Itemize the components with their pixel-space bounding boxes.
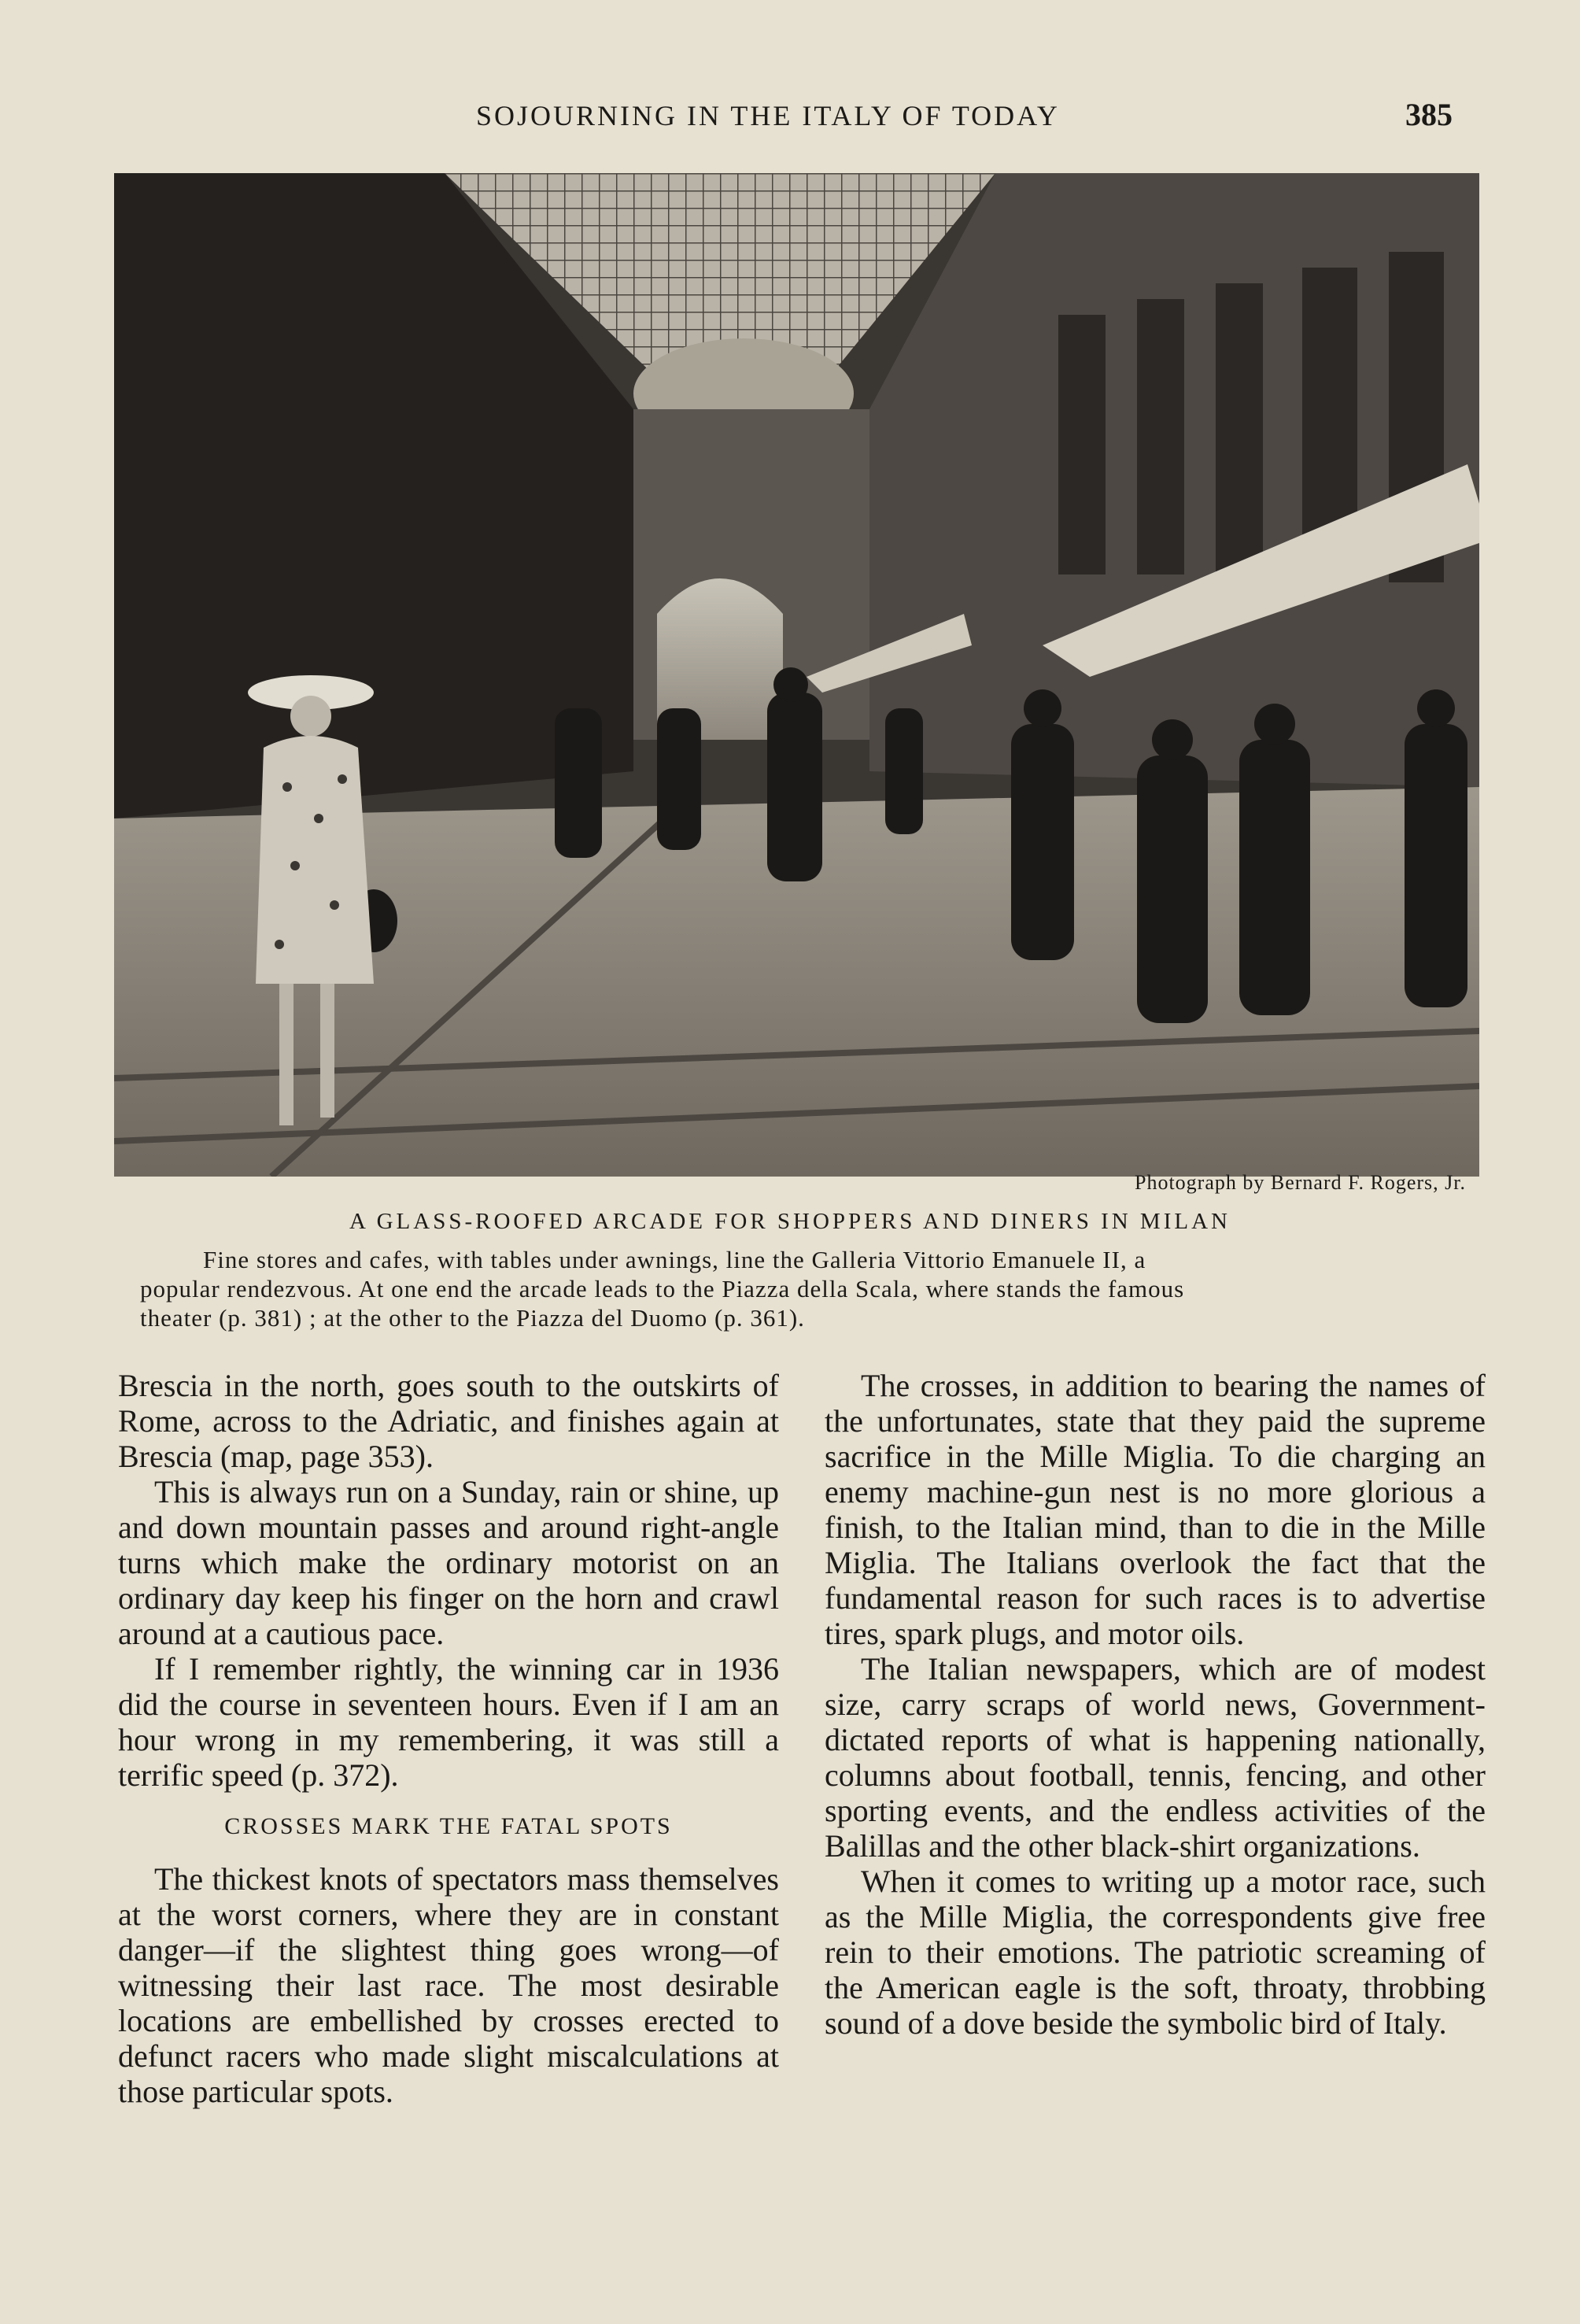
- body-paragraph: Brescia in the north, goes south to the outskirts of Rome, across to the Adriatic, and finishes again at Brescia (map, page 353).: [118, 1368, 779, 1474]
- arcade-photograph: [114, 173, 1479, 1177]
- caption-body: [140, 1245, 1470, 1332]
- body-paragraph: This is always run on a Sunday, rain or shine, up and down mountain passes and around right-angle turns which make the ordinary motorist on an ordinary day keep his finger on the horn and crawl around at a cautious pace.: [118, 1474, 779, 1651]
- left-column: [118, 1368, 779, 2109]
- running-head: [118, 93, 1462, 140]
- caption-line: theater (p. 381) ; at the other to the Piazza del Duomo (p. 361).: [140, 1304, 805, 1332]
- body-paragraph: The Italian newspapers, which are of modest size, carry scraps of world news, Government-dictated reports of what is happening nationally, columns about football, tennis, fencing, and other sporting events, and the endless activities of the Balillas and the other black-shirt organizations.: [825, 1651, 1486, 1864]
- body-paragraph: The crosses, in addition to bearing the names of the unfortunates, state that they paid the supreme sacrifice in the Mille Miglia. To die charging an enemy machine-gun nest is no more glorious a finish, to the Italian mind, than to die in the Mille Miglia. The Italians overlook the fact that the fundamental reason for such races is to advertise tires, spark plugs, and motor oils.: [825, 1368, 1486, 1651]
- running-title: SOJOURNING IN THE ITALY OF TODAY: [476, 100, 1060, 131]
- body-paragraph: The thickest knots of spectators mass themselves at the worst corners, where they are in constant danger—if the slightest thing goes wrong—of witnessing their last race. The most desirable locations are embellished by crosses erected to defunct racers who made slight miscalculations at those particular spots.: [118, 1861, 779, 2109]
- right-column: [825, 1368, 1486, 2041]
- body-paragraph: If I remember rightly, the winning car in 1936 did the course in seventeen hours. Even if I am an hour wrong in my remembering, it was still a terrific speed (p. 372).: [118, 1651, 779, 1793]
- photo-credit: Photograph by Bernard F. Rogers, Jr.: [1135, 1171, 1466, 1194]
- caption-line: Fine stores and cafes, with tables under awnings, line the Galleria Vittorio Emanuele II, a: [203, 1246, 1146, 1273]
- caption-line: popular rendezvous. At one end the arcade leads to the Piazza della Scala, where stands the famous: [140, 1275, 1185, 1302]
- page-number: 385: [1405, 97, 1453, 132]
- caption-title: A GLASS-ROOFED ARCADE FOR SHOPPERS AND DINERS IN MILAN: [349, 1209, 1231, 1234]
- section-subhead: CROSSES MARK THE FATAL SPOTS: [224, 1813, 673, 1839]
- body-paragraph: When it comes to writing up a motor race, such as the Mille Miglia, the correspondents give free rein to their emotions. The patriotic screaming of the American eagle is the soft, throaty, throbbing sound of a dove beside the symbolic bird of Italy.: [825, 1864, 1486, 2041]
